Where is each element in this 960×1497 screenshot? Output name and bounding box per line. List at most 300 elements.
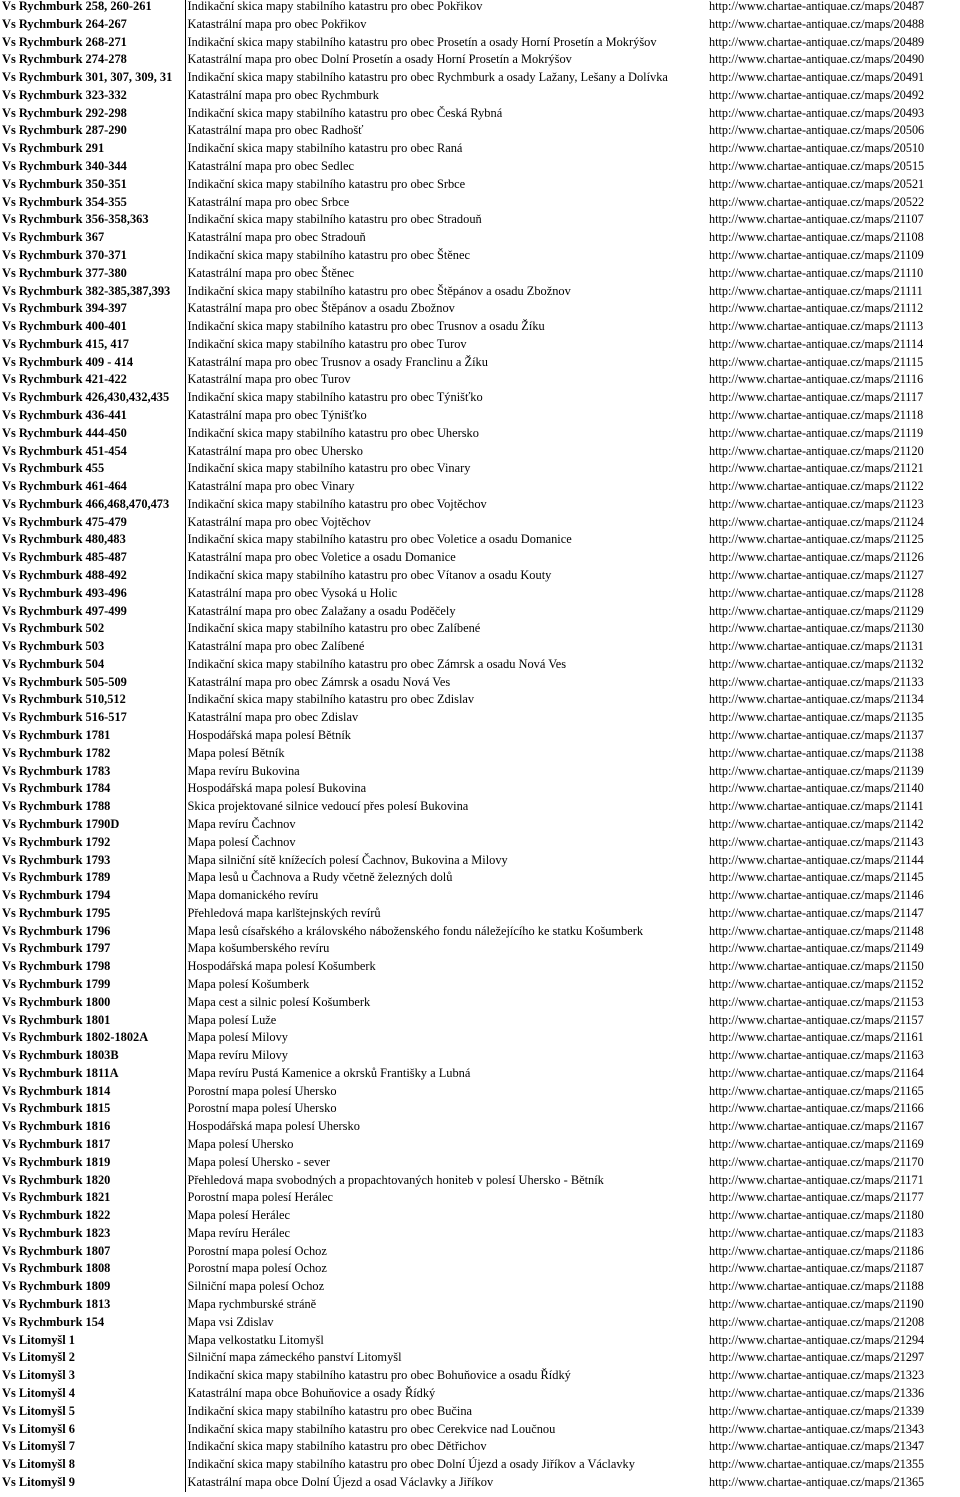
table-row — [0, 1367, 960, 1385]
map-title-cell: Indikační skica mapy stabilního katastru pro obec Zdislav — [187, 692, 475, 707]
table-row — [0, 603, 960, 621]
table-row — [0, 407, 960, 425]
table-row — [0, 354, 960, 372]
map-url-cell[interactable]: http://www.chartae-antiquae.cz/maps/21165 — [709, 1083, 924, 1098]
map-title-cell: Mapa polesí Milovy — [187, 1030, 288, 1045]
map-title-cell: Mapa lesů u Čachnova a Rudy včetně železných dolů — [187, 870, 453, 885]
fond-signature-cell: Vs Rychmburk 258, 260-261 — [0, 0, 185, 16]
map-url-cell[interactable]: http://www.chartae-antiquae.cz/maps/21115 — [709, 354, 924, 369]
fond-signature-cell: Vs Rychmburk 354-355 — [0, 194, 185, 212]
map-url-cell[interactable]: http://www.chartae-antiquae.cz/maps/21128 — [709, 585, 924, 600]
fond-signature-cell: Vs Rychmburk 516-517 — [0, 709, 185, 727]
map-url-cell[interactable]: http://www.chartae-antiquae.cz/maps/21149 — [709, 941, 924, 956]
table-row — [0, 958, 960, 976]
map-title-cell: Katastrální mapa pro obec Stradouň — [187, 230, 366, 245]
fond-signature-cell: Vs Rychmburk 426,430,432,435 — [0, 389, 185, 407]
map-title-cell: Katastrální mapa pro obec Uhersko — [187, 443, 363, 458]
map-title-cell: Mapa revíru Pustá Kamenice a okrsků Františky a Lubná — [187, 1065, 471, 1080]
table-row — [0, 1118, 960, 1136]
map-title-cell: Indikační skica mapy stabilního katastru pro obec Srbce — [187, 176, 466, 191]
fond-signature-cell: Vs Litomyšl 4 — [0, 1385, 185, 1403]
table-row — [0, 1332, 960, 1350]
map-title-cell: Mapa silniční sítě knížecích polesí Čachnov, Bukovina a Milovy — [187, 852, 508, 867]
map-url-cell[interactable]: http://www.chartae-antiquae.cz/maps/21164 — [709, 1065, 924, 1080]
map-title-cell: Mapa polesí Košumberk — [187, 976, 310, 991]
table-row — [0, 656, 960, 674]
table-row — [0, 780, 960, 798]
fond-signature-cell: Vs Rychmburk 1782 — [0, 745, 185, 763]
table-row — [0, 229, 960, 247]
fond-signature-cell: Vs Litomyšl 7 — [0, 1438, 185, 1456]
table-row — [0, 425, 960, 443]
map-url-cell[interactable]: http://www.chartae-antiquae.cz/maps/20490 — [709, 52, 925, 67]
map-title-cell: Mapa polesí Bětník — [187, 745, 285, 760]
table-row — [0, 496, 960, 514]
table-row — [0, 140, 960, 158]
table-row — [0, 585, 960, 603]
map-title-cell: Katastrální mapa obce Bohuňovice a osady Řídký — [187, 1385, 436, 1400]
map-url-cell[interactable]: http://www.chartae-antiquae.cz/maps/21339 — [709, 1403, 925, 1418]
fond-signature-cell: Vs Rychmburk 1789 — [0, 869, 185, 887]
map-url-cell[interactable]: http://www.chartae-antiquae.cz/maps/21147 — [709, 905, 924, 920]
map-title-cell: Katastrální mapa pro obec Trusnov a osady Franclinu a Žíku — [187, 354, 488, 369]
map-title-cell: Mapa velkostatku Litomyšl — [187, 1332, 324, 1347]
map-url-cell[interactable]: http://www.chartae-antiquae.cz/maps/20491 — [709, 70, 925, 85]
map-url-cell[interactable]: http://www.chartae-antiquae.cz/maps/21111 — [709, 283, 923, 298]
table-row — [0, 0, 960, 16]
map-title-cell: Katastrální mapa pro obec Rychmburk — [187, 87, 379, 102]
map-title-cell: Indikační skica mapy stabilního katastru pro obec Štěpánov a osadu Zbožnov — [187, 283, 571, 298]
map-url-cell[interactable]: http://www.chartae-antiquae.cz/maps/21116 — [709, 372, 924, 387]
table-row — [0, 443, 960, 461]
table-row — [0, 1260, 960, 1278]
map-title-cell: Přehledová mapa svobodných a propachtovaných honiteb v polesí Uhersko - Bětník — [187, 1172, 604, 1187]
map-url-cell[interactable]: http://www.chartae-antiquae.cz/maps/21297 — [709, 1350, 925, 1365]
map-url-cell[interactable]: http://www.chartae-antiquae.cz/maps/21121 — [709, 461, 924, 476]
table-row — [0, 940, 960, 958]
table-row — [0, 798, 960, 816]
fond-signature-cell: Vs Rychmburk 451-454 — [0, 443, 185, 461]
map-title-cell: Mapa revíru Milovy — [187, 1048, 288, 1063]
fond-signature-cell: Vs Rychmburk 1809 — [0, 1278, 185, 1296]
fond-signature-cell: Vs Rychmburk 466,468,470,473 — [0, 496, 185, 514]
table-row — [0, 211, 960, 229]
table-row — [0, 478, 960, 496]
table-row — [0, 1207, 960, 1225]
table-row — [0, 1065, 960, 1083]
map-url-cell[interactable]: http://www.chartae-antiquae.cz/maps/21186 — [709, 1243, 924, 1258]
table-row — [0, 1421, 960, 1439]
fond-signature-cell: Vs Rychmburk 264-267 — [0, 16, 185, 34]
fond-signature-cell: Vs Rychmburk 367 — [0, 229, 185, 247]
table-row — [0, 51, 960, 69]
table-row — [0, 34, 960, 52]
map-url-cell[interactable]: http://www.chartae-antiquae.cz/maps/21169 — [709, 1137, 924, 1151]
map-url-cell[interactable]: http://www.chartae-antiquae.cz/maps/21110 — [709, 265, 924, 280]
fond-signature-cell: Vs Rychmburk 493-496 — [0, 585, 185, 603]
fond-signature-cell: Vs Rychmburk 1822 — [0, 1207, 185, 1225]
map-url-cell[interactable]: http://www.chartae-antiquae.cz/maps/21161 — [709, 1030, 924, 1045]
map-url-cell[interactable]: http://www.chartae-antiquae.cz/maps/21180 — [709, 1208, 924, 1223]
map-title-cell: Mapa revíru Herálec — [187, 1225, 291, 1240]
table-row — [0, 371, 960, 389]
map-url-cell[interactable]: http://www.chartae-antiquae.cz/maps/21190 — [709, 1297, 924, 1312]
fond-signature-cell: Vs Rychmburk 268-271 — [0, 34, 185, 52]
fond-signature-cell: Vs Rychmburk 1813 — [0, 1296, 185, 1314]
fond-signature-cell: Vs Rychmburk 356-358,363 — [0, 211, 185, 229]
fond-signature-cell: Vs Litomyšl 9 — [0, 1474, 185, 1492]
map-url-cell[interactable]: http://www.chartae-antiquae.cz/maps/21122 — [709, 479, 924, 494]
fond-signature-cell: Vs Rychmburk 475-479 — [0, 514, 185, 532]
fond-signature-cell: Vs Litomyšl 2 — [0, 1349, 185, 1367]
map-url-cell[interactable]: http://www.chartae-antiquae.cz/maps/20522 — [709, 194, 925, 209]
table-row — [0, 1456, 960, 1474]
table-row — [0, 336, 960, 354]
map-title-cell: Katastrální mapa pro obec Zámrsk a osadu Nová Ves — [187, 674, 451, 689]
map-title-cell: Indikační skica mapy stabilního katastru pro obec Rychmburk a osady Lažany, Lešany a Dolívka — [187, 70, 668, 85]
fond-signature-cell: Vs Rychmburk 421-422 — [0, 371, 185, 389]
table-row — [0, 1474, 960, 1492]
map-title-cell: Katastrální mapa pro obec Pokřikov — [187, 16, 367, 31]
map-title-cell: Silniční mapa polesí Ochoz — [187, 1279, 325, 1294]
table-row — [0, 1243, 960, 1261]
map-url-cell[interactable]: http://www.chartae-antiquae.cz/maps/21188 — [709, 1279, 924, 1294]
fond-signature-cell: Vs Rychmburk 1802-1802A — [0, 1029, 185, 1047]
table-row — [0, 1154, 960, 1172]
map-title-cell: Porostní mapa polesí Uhersko — [187, 1101, 337, 1116]
map-title-cell: Indikační skica mapy stabilního katastru pro obec Cerekvice nad Loučnou — [187, 1421, 556, 1436]
map-url-cell[interactable]: http://www.chartae-antiquae.cz/maps/21143 — [709, 834, 924, 849]
map-url-cell[interactable]: http://www.chartae-antiquae.cz/maps/21336 — [709, 1385, 925, 1400]
fond-signature-cell: Vs Rychmburk 1820 — [0, 1172, 185, 1190]
fond-signature-cell: Vs Rychmburk 502 — [0, 620, 185, 638]
table-row — [0, 994, 960, 1012]
fond-signature-cell: Vs Rychmburk 444-450 — [0, 425, 185, 443]
map-title-cell: Porostní mapa polesí Herálec — [187, 1190, 334, 1205]
map-title-cell: Indikační skica mapy stabilního katastru pro obec Raná — [187, 141, 463, 156]
map-title-cell: Hospodářská mapa polesí Uhersko — [187, 1119, 360, 1134]
fond-signature-cell: Vs Rychmburk 382-385,387,393 — [0, 283, 185, 301]
map-title-cell: Indikační skica mapy stabilního katastru pro obec Voletice a osadu Domanice — [187, 532, 572, 547]
map-url-cell[interactable]: http://www.chartae-antiquae.cz/maps/20521 — [709, 176, 925, 191]
map-title-cell: Mapa lesů císařského a královského náboženského fondu náležejícího ke statku Košumberk — [187, 923, 644, 938]
fond-signature-cell: Vs Rychmburk 400-401 — [0, 318, 185, 336]
table-row — [0, 727, 960, 745]
map-url-cell[interactable]: http://www.chartae-antiquae.cz/maps/21187 — [709, 1261, 924, 1276]
map-title-cell: Katastrální mapa pro obec Týnišťko — [187, 407, 367, 422]
map-url-cell[interactable]: http://www.chartae-antiquae.cz/maps/21343 — [709, 1421, 925, 1436]
map-title-cell: Indikační skica mapy stabilního katastru pro obec Vojtěchov — [187, 496, 487, 511]
table-row — [0, 852, 960, 870]
map-title-cell: Indikační skica mapy stabilního katastru pro obec Bučina — [187, 1403, 473, 1418]
table-row — [0, 265, 960, 283]
map-url-cell[interactable]: http://www.chartae-antiquae.cz/maps/20493 — [709, 105, 925, 120]
table-row — [0, 283, 960, 301]
fond-signature-cell: Vs Rychmburk 1811A — [0, 1065, 185, 1083]
fond-signature-cell: Vs Litomyšl 8 — [0, 1456, 185, 1474]
fond-signature-cell: Vs Rychmburk 1816 — [0, 1118, 185, 1136]
map-url-cell[interactable]: http://www.chartae-antiquae.cz/maps/21114 — [709, 336, 924, 351]
table-row — [0, 549, 960, 567]
map-url-cell[interactable]: http://www.chartae-antiquae.cz/maps/21163 — [709, 1048, 924, 1063]
map-url-cell[interactable]: http://www.chartae-antiquae.cz/maps/21127 — [709, 568, 924, 582]
map-title-cell: Katastrální mapa pro obec Vysoká u Holic — [187, 585, 398, 600]
map-url-cell[interactable]: http://www.chartae-antiquae.cz/maps/21124 — [709, 514, 924, 529]
map-url-cell[interactable]: http://www.chartae-antiquae.cz/maps/21132 — [709, 656, 924, 671]
fond-signature-cell: Vs Rychmburk 409 - 414 — [0, 354, 185, 372]
table-row — [0, 318, 960, 336]
fond-signature-cell: Vs Rychmburk 1823 — [0, 1225, 185, 1243]
fond-signature-cell: Vs Rychmburk 1790D — [0, 816, 185, 834]
map-title-cell: Mapa rychmburské stráně — [187, 1297, 317, 1312]
table-row — [0, 247, 960, 265]
map-title-cell: Katastrální mapa pro obec Zalíbené — [187, 639, 365, 654]
map-title-cell: Katastrální mapa pro obec Vojtěchov — [187, 514, 371, 529]
map-title-cell: Katastrální mapa pro obec Zalažany a osadu Poděčely — [187, 603, 456, 618]
fond-signature-cell: Vs Litomyšl 3 — [0, 1367, 185, 1385]
map-url-cell[interactable]: http://www.chartae-antiquae.cz/maps/20515 — [709, 159, 925, 174]
map-title-cell: Porostní mapa polesí Ochoz — [187, 1243, 327, 1258]
map-url-cell[interactable]: http://www.chartae-antiquae.cz/maps/21133 — [709, 674, 924, 689]
map-url-cell[interactable]: http://www.chartae-antiquae.cz/maps/20488 — [709, 16, 925, 31]
fond-signature-cell: Vs Rychmburk 154 — [0, 1314, 185, 1332]
map-url-cell[interactable]: http://www.chartae-antiquae.cz/maps/21323 — [709, 1368, 925, 1383]
fond-signature-cell: Vs Rychmburk 504 — [0, 656, 185, 674]
fond-signature-cell: Vs Rychmburk 1792 — [0, 834, 185, 852]
map-title-cell: Mapa košumberského revíru — [187, 941, 330, 956]
map-title-cell: Katastrální mapa pro obec Štěnec — [187, 265, 355, 280]
table-row — [0, 1349, 960, 1367]
fond-signature-cell: Vs Rychmburk 480,483 — [0, 531, 185, 549]
fond-signature-cell: Vs Rychmburk 510,512 — [0, 691, 185, 709]
map-url-cell[interactable]: http://www.chartae-antiquae.cz/maps/21135 — [709, 710, 924, 725]
map-url-cell[interactable]: http://www.chartae-antiquae.cz/maps/21153 — [709, 994, 924, 1009]
fond-signature-cell: Vs Rychmburk 340-344 — [0, 158, 185, 176]
map-url-cell[interactable]: http://www.chartae-antiquae.cz/maps/21129 — [709, 603, 924, 618]
map-url-cell[interactable]: http://www.chartae-antiquae.cz/maps/20489 — [709, 34, 925, 49]
map-url-cell[interactable]: http://www.chartae-antiquae.cz/maps/21146 — [709, 888, 924, 903]
map-title-cell: Indikační skica mapy stabilního katastru pro obec Bohuňovice a osadu Řídký — [187, 1368, 571, 1383]
table-row — [0, 531, 960, 549]
map-title-cell: Hospodářská mapa polesí Košumberk — [187, 959, 376, 974]
map-url-cell[interactable]: http://www.chartae-antiquae.cz/maps/21142 — [709, 816, 924, 831]
map-title-cell: Katastrální mapa pro obec Radhošť — [187, 123, 364, 138]
map-url-cell[interactable]: http://www.chartae-antiquae.cz/maps/21171 — [709, 1172, 924, 1187]
table-row — [0, 1047, 960, 1065]
map-title-cell: Mapa cest a silnic polesí Košumberk — [187, 994, 371, 1009]
map-title-cell: Katastrální mapa pro obec Voletice a osadu Domanice — [187, 550, 456, 565]
table-row — [0, 638, 960, 656]
fond-signature-cell: Vs Rychmburk 488-492 — [0, 567, 185, 585]
map-url-cell[interactable]: http://www.chartae-antiquae.cz/maps/21134 — [709, 692, 924, 707]
fond-signature-cell: Vs Litomyšl 1 — [0, 1332, 185, 1350]
map-url-cell[interactable]: http://www.chartae-antiquae.cz/maps/21183 — [709, 1225, 924, 1240]
map-title-cell: Skica projektované silnice vedoucí přes polesí Bukovina — [187, 799, 469, 814]
fond-signature-cell: Vs Rychmburk 274-278 — [0, 51, 185, 69]
table-row — [0, 763, 960, 781]
map-url-cell[interactable]: http://www.chartae-antiquae.cz/maps/20510 — [709, 141, 925, 156]
map-title-cell: Katastrální mapa obce Dolní Újezd a osad Václavky a Jiříkov — [187, 1474, 494, 1489]
table-row — [0, 1136, 960, 1154]
fond-signature-cell: Vs Rychmburk 485-487 — [0, 549, 185, 567]
fond-signature-cell: Vs Rychmburk 1784 — [0, 780, 185, 798]
table-row — [0, 905, 960, 923]
table-row — [0, 1172, 960, 1190]
map-url-cell[interactable]: http://www.chartae-antiquae.cz/maps/21123 — [709, 496, 924, 511]
table-row — [0, 194, 960, 212]
map-url-cell[interactable]: http://www.chartae-antiquae.cz/maps/21126 — [709, 550, 924, 565]
map-url-cell[interactable]: http://www.chartae-antiquae.cz/maps/21177 — [709, 1190, 924, 1205]
table-row — [0, 1100, 960, 1118]
map-url-cell[interactable]: http://www.chartae-antiquae.cz/maps/21152 — [709, 976, 924, 991]
map-url-cell[interactable]: http://www.chartae-antiquae.cz/maps/21112 — [709, 301, 924, 316]
map-title-cell: Hospodářská mapa polesí Bětník — [187, 728, 351, 743]
table-row — [0, 923, 960, 941]
table-row — [0, 1296, 960, 1314]
map-url-cell[interactable]: http://www.chartae-antiquae.cz/maps/21130 — [709, 621, 924, 636]
map-title-cell: Katastrální mapa pro obec Sedlec — [187, 159, 355, 174]
fond-signature-cell: Vs Rychmburk 436-441 — [0, 407, 185, 425]
map-title-cell: Mapa polesí Herálec — [187, 1208, 291, 1223]
fond-signature-cell: Vs Rychmburk 394-397 — [0, 300, 185, 318]
table-row — [0, 300, 960, 318]
map-title-cell: Mapa revíru Čachnov — [187, 816, 296, 831]
map-title-cell: Mapa polesí Luže — [187, 1012, 277, 1027]
map-title-cell: Indikační skica mapy stabilního katastru pro obec Trusnov a osadu Žíku — [187, 319, 545, 334]
table-row — [0, 834, 960, 852]
map-url-cell[interactable]: http://www.chartae-antiquae.cz/maps/21157 — [709, 1012, 924, 1027]
map-url-cell[interactable]: http://www.chartae-antiquae.cz/maps/21365 — [709, 1474, 925, 1489]
table-row — [0, 122, 960, 140]
map-url-cell[interactable]: http://www.chartae-antiquae.cz/maps/21141 — [709, 799, 924, 814]
fond-signature-cell: Vs Rychmburk 1807 — [0, 1243, 185, 1261]
map-url-cell[interactable]: http://www.chartae-antiquae.cz/maps/21148 — [709, 923, 924, 938]
map-title-cell: Indikační skica mapy stabilního katastru pro obec Štěnec — [187, 247, 470, 262]
map-title-cell: Indikační skica mapy stabilního katastru pro obec Zámrsk a osadu Nová Ves — [187, 656, 567, 671]
table-row — [0, 105, 960, 123]
map-url-cell[interactable]: http://www.chartae-antiquae.cz/maps/20506 — [709, 123, 925, 138]
fond-signature-cell: Vs Rychmburk 1801 — [0, 1012, 185, 1030]
fond-signature-cell: Vs Rychmburk 292-298 — [0, 105, 185, 123]
fond-signature-cell: Vs Rychmburk 287-290 — [0, 122, 185, 140]
fond-signature-cell: Vs Rychmburk 1819 — [0, 1154, 185, 1172]
fond-signature-cell: Vs Rychmburk 1781 — [0, 727, 185, 745]
fond-signature-cell: Vs Litomyšl 5 — [0, 1403, 185, 1421]
map-url-cell[interactable]: http://www.chartae-antiquae.cz/maps/20492 — [709, 87, 925, 102]
fond-signature-cell: Vs Rychmburk 503 — [0, 638, 185, 656]
fond-signature-cell: Vs Rychmburk 377-380 — [0, 265, 185, 283]
fond-signature-cell: Vs Rychmburk 1798 — [0, 958, 185, 976]
fond-signature-cell: Vs Rychmburk 1803B — [0, 1047, 185, 1065]
map-url-cell[interactable]: http://www.chartae-antiquae.cz/maps/21140 — [709, 781, 924, 796]
table-row — [0, 1189, 960, 1207]
map-title-cell: Mapa polesí Uhersko — [187, 1137, 294, 1151]
map-title-cell: Porostní mapa polesí Ochoz — [187, 1261, 327, 1276]
table-row — [0, 389, 960, 407]
table-row — [0, 69, 960, 87]
map-url-cell[interactable]: http://www.chartae-antiquae.cz/maps/21144 — [709, 852, 924, 867]
map-url-cell[interactable]: http://www.chartae-antiquae.cz/maps/21294 — [709, 1332, 925, 1347]
table-row — [0, 674, 960, 692]
map-url-cell[interactable]: http://www.chartae-antiquae.cz/maps/21125 — [709, 532, 924, 547]
map-url-cell[interactable]: http://www.chartae-antiquae.cz/maps/20487 — [709, 0, 925, 13]
map-title-cell: Indikační skica mapy stabilního katastru pro obec Uhersko — [187, 425, 479, 440]
fond-signature-cell: Vs Rychmburk 1799 — [0, 976, 185, 994]
fond-signature-cell: Vs Rychmburk 1788 — [0, 798, 185, 816]
map-url-cell[interactable]: http://www.chartae-antiquae.cz/maps/21355 — [709, 1457, 925, 1472]
fond-signature-cell: Vs Rychmburk 1783 — [0, 763, 185, 781]
map-title-cell: Porostní mapa polesí Uhersko — [187, 1083, 337, 1098]
table-row — [0, 176, 960, 194]
map-url-cell[interactable]: http://www.chartae-antiquae.cz/maps/21208 — [709, 1314, 925, 1329]
map-url-cell[interactable]: http://www.chartae-antiquae.cz/maps/21139 — [709, 763, 924, 778]
fond-signature-cell: Vs Rychmburk 291 — [0, 140, 185, 158]
table-row — [0, 1314, 960, 1332]
fond-signature-cell: Vs Rychmburk 497-499 — [0, 603, 185, 621]
map-title-cell: Indikační skica mapy stabilního katastru pro obec Česká Rybná — [187, 105, 503, 120]
table-row — [0, 1385, 960, 1403]
map-title-cell: Indikační skica mapy stabilního katastru pro obec Týnišťko — [187, 390, 483, 405]
fond-signature-cell: Vs Rychmburk 1795 — [0, 905, 185, 923]
table-row — [0, 567, 960, 585]
map-title-cell: Mapa polesí Čachnov — [187, 834, 296, 849]
map-url-cell[interactable]: http://www.chartae-antiquae.cz/maps/21167 — [709, 1119, 924, 1134]
map-title-cell: Indikační skica mapy stabilního katastru pro obec Vítanov a osadu Kouty — [187, 568, 552, 582]
map-title-cell: Indikační skica mapy stabilního katastru pro obec Dětřichov — [187, 1439, 487, 1454]
map-url-cell[interactable]: http://www.chartae-antiquae.cz/maps/21145 — [709, 870, 924, 885]
fond-signature-cell: Vs Rychmburk 1815 — [0, 1100, 185, 1118]
fond-signature-cell: Vs Rychmburk 1794 — [0, 887, 185, 905]
table-row — [0, 816, 960, 834]
table-row — [0, 1083, 960, 1101]
map-url-cell[interactable]: http://www.chartae-antiquae.cz/maps/21109 — [709, 247, 924, 262]
map-url-cell[interactable]: http://www.chartae-antiquae.cz/maps/21170 — [709, 1154, 924, 1169]
map-url-cell[interactable]: http://www.chartae-antiquae.cz/maps/21166 — [709, 1101, 924, 1116]
map-url-cell[interactable]: http://www.chartae-antiquae.cz/maps/21138 — [709, 745, 924, 760]
map-url-cell[interactable]: http://www.chartae-antiquae.cz/maps/21137 — [709, 728, 924, 743]
map-url-cell[interactable]: http://www.chartae-antiquae.cz/maps/21117 — [709, 390, 924, 405]
table-row — [0, 976, 960, 994]
map-url-cell[interactable]: http://www.chartae-antiquae.cz/maps/21150 — [709, 959, 924, 974]
map-url-cell[interactable]: http://www.chartae-antiquae.cz/maps/21107 — [709, 212, 924, 227]
map-title-cell: Katastrální mapa pro obec Štěpánov a osadu Zbožnov — [187, 301, 455, 316]
map-url-cell[interactable]: http://www.chartae-antiquae.cz/maps/21108 — [709, 230, 924, 245]
map-url-cell[interactable]: http://www.chartae-antiquae.cz/maps/21131 — [709, 639, 924, 654]
table-row — [0, 745, 960, 763]
map-title-cell: Silniční mapa zámeckého panství Litomyšl — [187, 1350, 402, 1365]
fond-signature-cell: Vs Rychmburk 1814 — [0, 1083, 185, 1101]
map-url-cell[interactable]: http://www.chartae-antiquae.cz/maps/21118 — [709, 407, 924, 422]
map-url-cell[interactable]: http://www.chartae-antiquae.cz/maps/21119 — [709, 425, 924, 440]
map-title-cell: Katastrální mapa pro obec Vinary — [187, 479, 355, 494]
map-title-cell: Indikační skica mapy stabilního katastru pro obec Pokřikov — [187, 0, 483, 13]
fond-signature-cell: Vs Rychmburk 1808 — [0, 1260, 185, 1278]
fond-signature-cell: Vs Rychmburk 1821 — [0, 1189, 185, 1207]
map-title-cell: Katastrální mapa pro obec Turov — [187, 372, 351, 387]
table-row — [0, 869, 960, 887]
fond-signature-cell: Vs Rychmburk 461-464 — [0, 478, 185, 496]
fond-signature-cell: Vs Rychmburk 301, 307, 309, 31 — [0, 69, 185, 87]
map-title-cell: Hospodářská mapa polesí Bukovina — [187, 781, 367, 796]
map-title-cell: Mapa vsi Zdislav — [187, 1314, 274, 1329]
map-url-cell[interactable]: http://www.chartae-antiquae.cz/maps/21120 — [709, 443, 924, 458]
map-url-cell[interactable]: http://www.chartae-antiquae.cz/maps/21113 — [709, 319, 924, 334]
table-row — [0, 1012, 960, 1030]
table-row — [0, 1438, 960, 1456]
fond-signature-cell: Vs Rychmburk 455 — [0, 460, 185, 478]
map-title-cell: Indikační skica mapy stabilního katastru pro obec Turov — [187, 336, 467, 351]
map-url-cell[interactable]: http://www.chartae-antiquae.cz/maps/21347 — [709, 1439, 925, 1454]
